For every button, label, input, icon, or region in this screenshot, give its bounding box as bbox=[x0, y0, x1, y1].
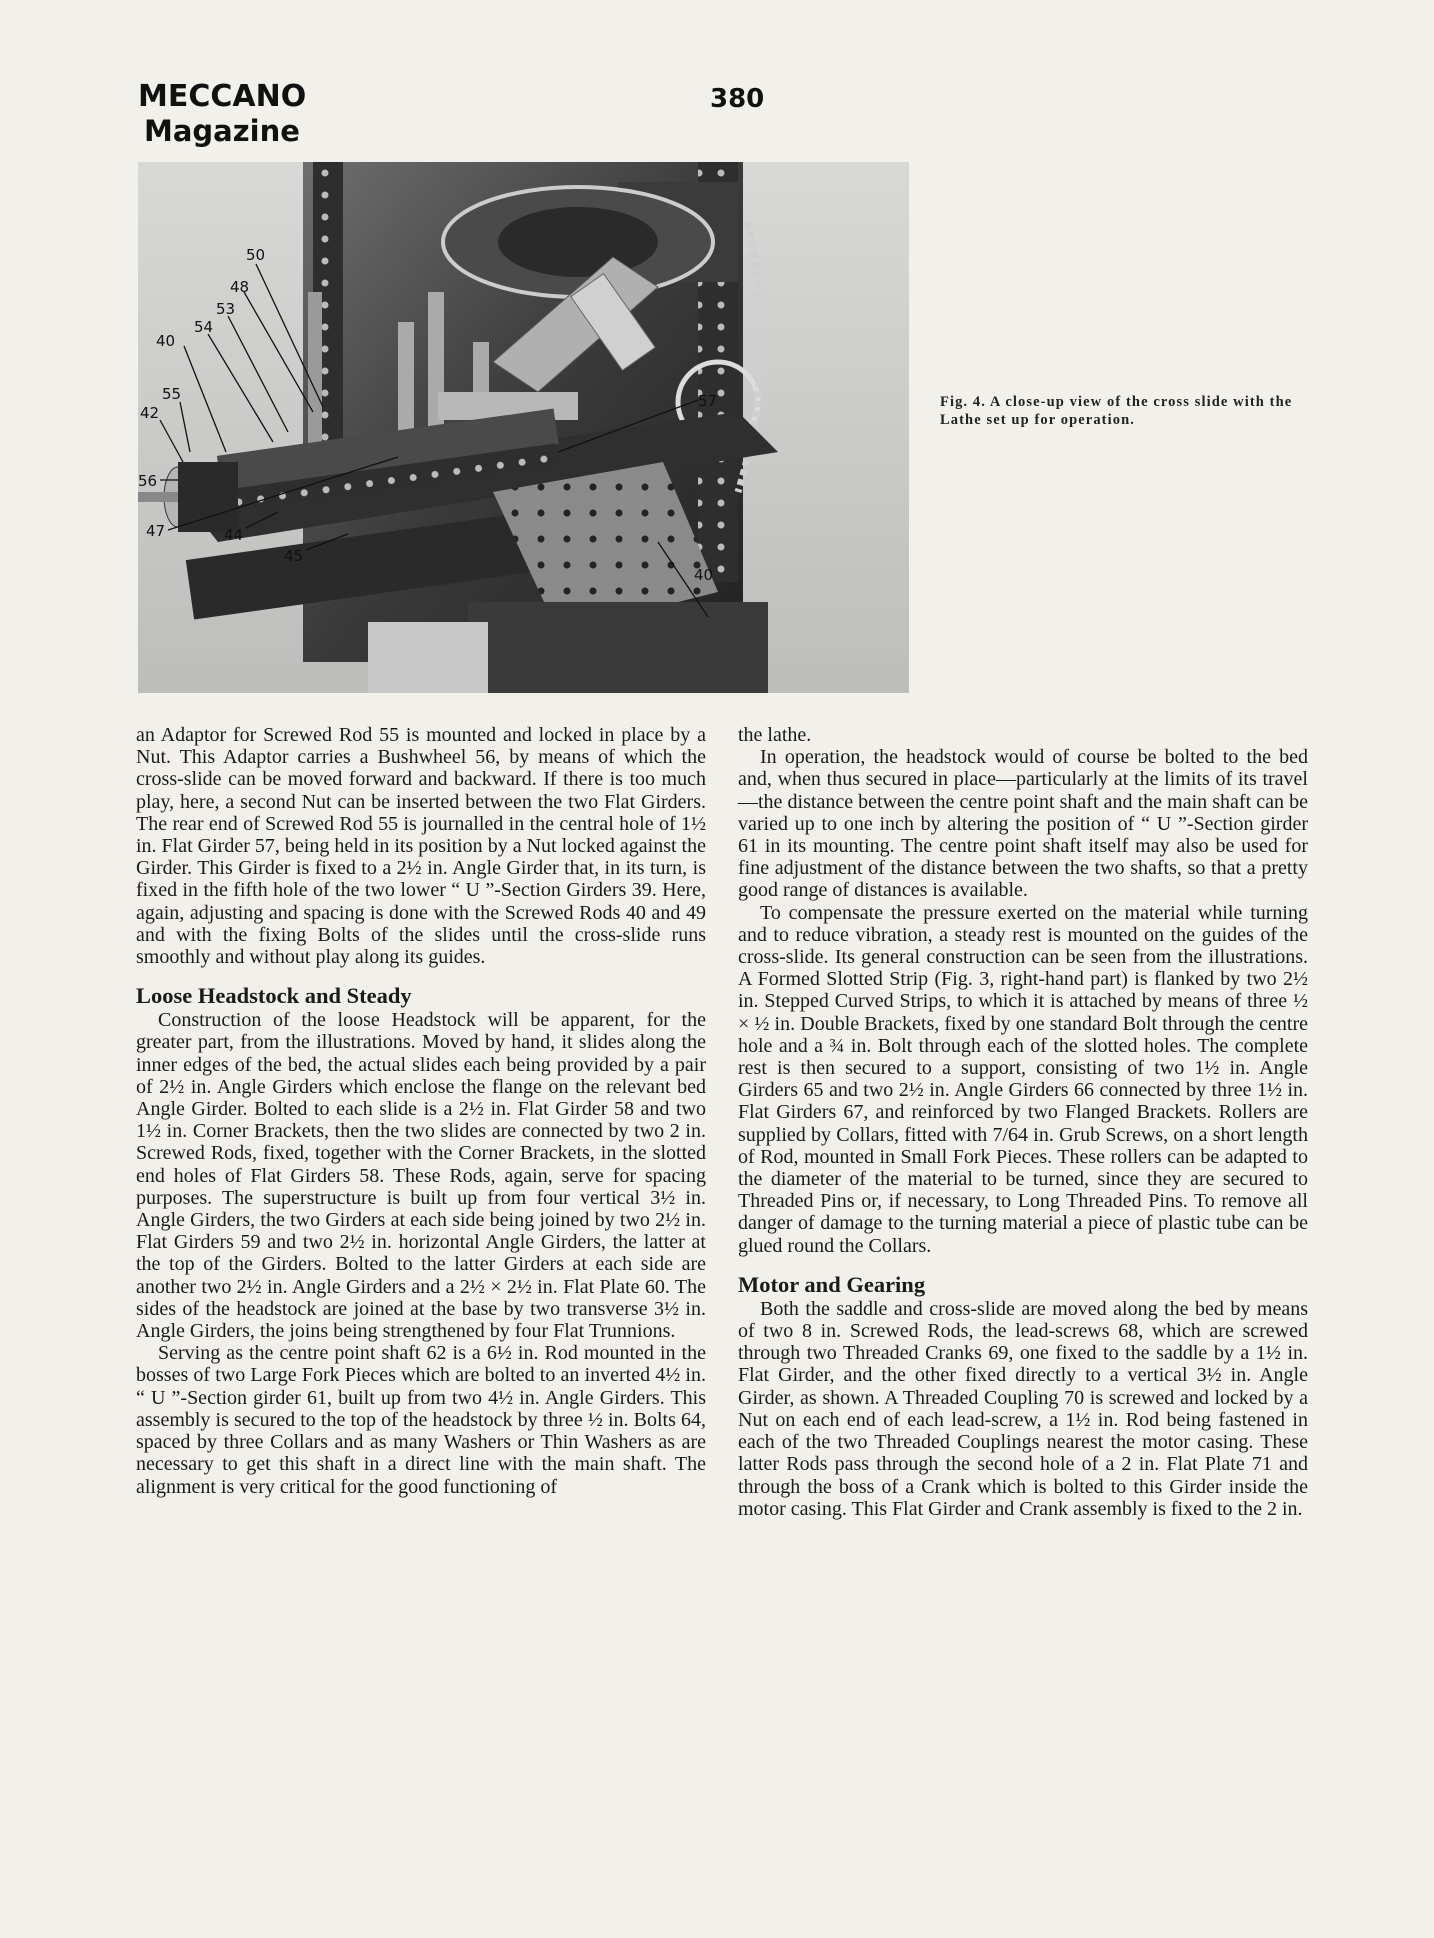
callout-40a: 40 bbox=[156, 332, 176, 350]
callout-55: 55 bbox=[162, 385, 182, 403]
paragraph: an Adaptor for Screwed Rod 55 is mounted and locked in place by a Nut. This Adaptor carries a Bushwheel 56, by means of which the cross-slide can be moved forward and backward. If there is too much play, here, a second Nut can be inserted between the two Flat Girders. The rear end of Screwed Rod 55 is journalled in the central hole of 1½ in. Flat Girder 57, being held in its position by a Nut locked against the Girder. This Girder is fixed to a 2½ in. Angle Girder that, in its turn, is fixed in the fifth hole of the two lower “ U ”-Section Girders 39. Here, again, adjusting and spacing is done with the Screwed Rods 40 and 49 and with the fixing Bolts of the slides until the cross-slide runs smoothly and without play along its guides. bbox=[136, 724, 706, 969]
masthead-subtitle: Magazine bbox=[144, 114, 300, 148]
paragraph: the lathe. bbox=[738, 724, 812, 746]
magazine-masthead bbox=[138, 80, 306, 148]
section-heading-loose-headstock: Loose Headstock and Steady bbox=[136, 983, 412, 1009]
figure-caption: Fig. 4. A close-up view of the cross slide with the Lathe set up for operation. bbox=[940, 394, 1293, 428]
callout-48: 48 bbox=[230, 278, 250, 296]
paragraph: Both the saddle and cross-slide are moved along the bed by means of two 8 in. Screwed Rods, the lead-screws 68, which are screwed through two Threaded Cranks 69, one fixed to the saddle by a 1½ in. Flat Girder, and the other fixed directly to a vertical 3½ in. Angle Girder, as shown. A Threaded Coupling 70 is screwed and locked by a Nut on each end of each lead-screw, a 1½ in. Rod being fastened in each of the two Threaded Couplings nearest the motor casing. These latter Rods pass through the second hole of a 2 in. Flat Plate 71 and through the boss of a Crank which is bolted to this Girder inside the motor casing. This Flat Girder and Crank assembly is fixed to the 2 in. bbox=[738, 1297, 1308, 1520]
paragraph: To compensate the pressure exerted on the material while turning and to reduce vibration, a steady rest is mounted on the guides of the cross-slide. Its general construction can be seen from the illustrations. A Formed Slotted Strip (Fig. 3, right-hand part) is flanked by two 2½ in. Stepped Curved Strips, to which it is attached by means of three ½ × ½ in. Double Brackets, fixed by one standard Bolt through the centre hole and a ¾ in. Bolt through each of the slotted holes. The complete rest is then secured to a support, consisting of two 1½ in. Angle Girders 65 and two 2½ in. Angle Girders 66 connected by three 1½ in. Flat Girders 67, and reinforced by two Flanged Brackets. Rollers are supplied by Collars, fitted with 7/64 in. Grub Screws, on a short length of Rod, mounted in Small Fork Pieces. These rollers can be adapted to the diameter of the material to be turned, since they are secured to Threaded Pins or, if necessary, to Long Threaded Pins. To remove all danger of damage to the turning material a piece of plastic tube can be glued round the Collars. bbox=[738, 901, 1308, 1257]
masthead-title: MECCANO bbox=[138, 79, 307, 114]
callout-40b: 40 bbox=[694, 566, 714, 584]
callout-53: 53 bbox=[216, 300, 236, 318]
section-heading-motor-gearing: Motor and Gearing bbox=[738, 1271, 926, 1297]
page-number: 380 bbox=[710, 84, 765, 114]
paragraph: Serving as the centre point shaft 62 is a 6½ in. Rod mounted in the bosses of two Large Fork Pieces which are bolted to an inverted 4½ in. “ U ”-Section girder 61, built up from two 4½ in. Angle Girders. This assembly is secured to the top of the headstock by three ½ in. Bolts 64, spaced by three Collars and as many Washers or Thin Washers as are necessary to get this shaft in a direct line with the main shaft. The alignment is very critical for the good functioning of bbox=[136, 1342, 706, 1498]
callout-45: 45 bbox=[284, 547, 304, 565]
lathe-photo-illustration bbox=[138, 162, 909, 693]
callout-56: 56 bbox=[138, 472, 158, 490]
callout-50: 50 bbox=[246, 246, 266, 264]
callout-44: 44 bbox=[224, 526, 244, 544]
left-column bbox=[136, 724, 706, 1498]
right-column bbox=[738, 724, 1308, 1520]
callout-57: 57 bbox=[698, 392, 718, 410]
callout-42: 42 bbox=[140, 404, 160, 422]
callout-47: 47 bbox=[146, 522, 166, 540]
paragraph: In operation, the headstock would of course be bolted to the bed and, when thus secured in place—particularly at the limits of its travel—the distance between the centre point shaft and the main shaft can be varied up to one inch by altering the position of “ U ”-Section girder 61 in its mounting. The centre point shaft itself may also be used for fine adjustment of the distance between the two shafts, so that a pretty good range of distances is available. bbox=[738, 746, 1308, 902]
figure-photo bbox=[138, 162, 909, 693]
paragraph: Construction of the loose Headstock will be apparent, for the greater part, from the illustrations. Moved by hand, it slides along the inner edges of the bed, the actual slides each being provided by a pair of 2½ in. Angle Girders which enclose the flange on the relevant bed Angle Girder. Bolted to each slide is a 2½ in. Flat Girder 58 and two 1½ in. Corner Brackets, then the two slides are connected by two 2 in. Screwed Rods, fixed, together with the Corner Brackets, in the slotted end holes of Flat Girders 58. These Rods, again, serve for spacing purposes. The superstructure is built up from four vertical 3½ in. Angle Girders, the two Girders at each side being joined by two 2½ in. Flat Girders 59 and two 2½ in. horizontal Angle Girders, the latter at the top of the Girders. Bolted to the latter Girders at each side are another two 2½ in. Angle Girders and a 2½ × 2½ in. Flat Plate 60. The sides of the headstock are joined at the base by two transverse 3½ in. Angle Girders, the joins being strengthened by four Flat Trunnions. bbox=[136, 1009, 706, 1343]
callout-54: 54 bbox=[194, 318, 214, 336]
